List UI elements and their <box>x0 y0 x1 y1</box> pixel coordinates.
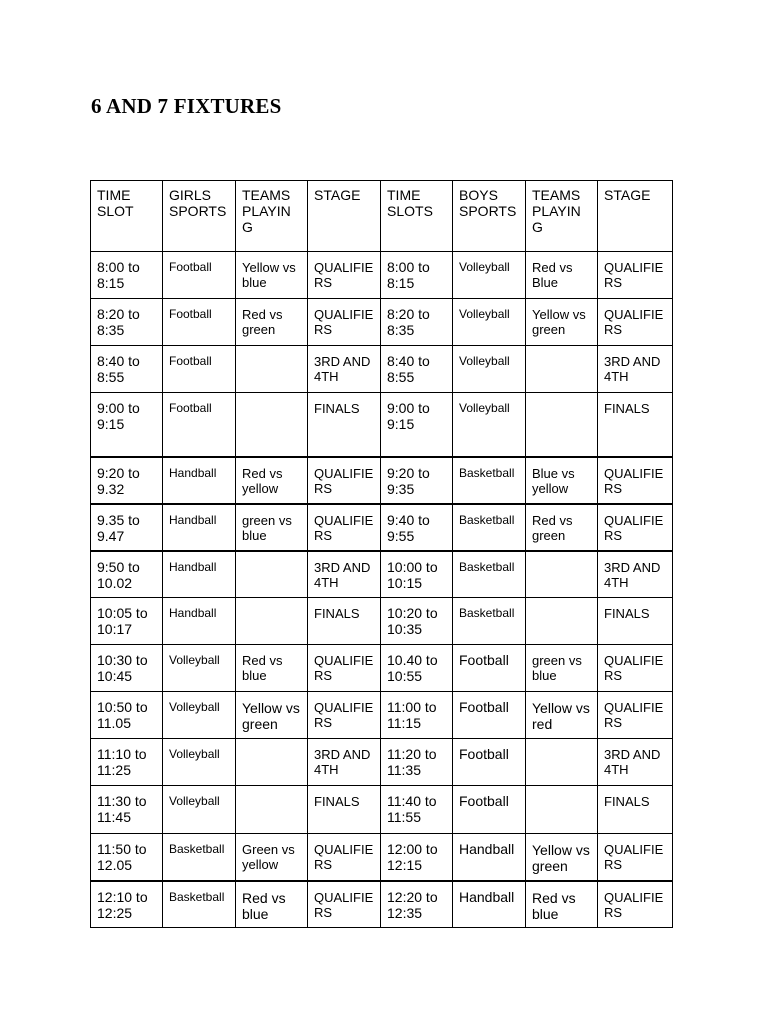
table-row <box>91 299 673 346</box>
table-row <box>91 504 673 551</box>
boys-stage-cell: QUALIFIE RS <box>598 645 673 692</box>
girls-stage-cell: QUALIFIE RS <box>308 645 381 692</box>
girls-stage-cell: QUALIFIE RS <box>308 299 381 346</box>
table-row <box>91 645 673 692</box>
header-teams-playing: TEAMS PLAYING <box>236 181 308 252</box>
girls-sport-cell: Volleyball <box>163 692 236 739</box>
boys-time-cell: 11:40 to 11:55 <box>381 786 453 834</box>
boys-time-cell: 8:40 to 8:55 <box>381 346 453 393</box>
girls-time-cell: 8:40 to 8:55 <box>91 346 163 393</box>
boys-sport-cell: Volleyball <box>453 393 526 457</box>
girls-time-cell: 12:10 to 12:25 <box>91 881 163 928</box>
girls-stage-cell: QUALIFIE RS <box>308 504 381 551</box>
girls-time-cell: 8:00 to 8:15 <box>91 252 163 299</box>
boys-stage-cell: QUALIFIE RS <box>598 881 673 928</box>
boys-time-cell: 10:20 to 10:35 <box>381 598 453 645</box>
girls-teams-cell <box>236 551 308 598</box>
girls-time-cell: 11:30 to 11:45 <box>91 786 163 834</box>
boys-time-cell: 8:20 to 8:35 <box>381 299 453 346</box>
table-row <box>91 346 673 393</box>
boys-teams-cell <box>526 598 598 645</box>
girls-time-cell: 9:20 to 9.32 <box>91 457 163 504</box>
boys-sport-cell: Basketball <box>453 457 526 504</box>
header-time-slots: TIME SLOTS <box>381 181 453 252</box>
boys-teams-cell: Blue vs yellow <box>526 457 598 504</box>
boys-stage-cell: FINALS <box>598 393 673 457</box>
boys-time-cell: 10:00 to 10:15 <box>381 551 453 598</box>
girls-stage-cell: QUALIFIE RS <box>308 457 381 504</box>
boys-sport-cell: Volleyball <box>453 299 526 346</box>
table-row <box>91 692 673 739</box>
girls-sport-cell: Football <box>163 299 236 346</box>
boys-stage-cell: QUALIFIE RS <box>598 692 673 739</box>
boys-sport-cell: Basketball <box>453 551 526 598</box>
header-girls-sports: GIRLS SPORTS <box>163 181 236 252</box>
girls-teams-cell: Red vs green <box>236 299 308 346</box>
girls-time-cell: 9:50 to 10.02 <box>91 551 163 598</box>
table-row <box>91 598 673 645</box>
girls-stage-cell: 3RD AND 4TH <box>308 739 381 786</box>
boys-time-cell: 9:20 to 9:35 <box>381 457 453 504</box>
girls-stage-cell: 3RD AND 4TH <box>308 551 381 598</box>
boys-sport-cell: Football <box>453 739 526 786</box>
girls-teams-cell <box>236 739 308 786</box>
girls-sport-cell: Volleyball <box>163 645 236 692</box>
girls-teams-cell: Red vs blue <box>236 881 308 928</box>
girls-stage-cell: 3RD AND 4TH <box>308 346 381 393</box>
boys-time-cell: 12:20 to 12:35 <box>381 881 453 928</box>
boys-stage-cell: FINALS <box>598 598 673 645</box>
boys-stage-cell: QUALIFIE RS <box>598 252 673 299</box>
girls-stage-cell: FINALS <box>308 393 381 457</box>
table-row <box>91 786 673 834</box>
girls-stage-cell: QUALIFIE RS <box>308 692 381 739</box>
girls-sport-cell: Basketball <box>163 881 236 928</box>
boys-teams-cell: Red vs green <box>526 504 598 551</box>
boys-time-cell: 12:00 to 12:15 <box>381 834 453 881</box>
boys-stage-cell: 3RD AND 4TH <box>598 551 673 598</box>
girls-teams-cell <box>236 393 308 457</box>
boys-sport-cell: Football <box>453 692 526 739</box>
boys-teams-cell <box>526 393 598 457</box>
boys-stage-cell: QUALIFIE RS <box>598 504 673 551</box>
header-teams-playing-boys: TEAMS PLAYIN G <box>526 181 598 252</box>
girls-sport-cell: Volleyball <box>163 786 236 834</box>
girls-time-cell: 11:10 to 11:25 <box>91 739 163 786</box>
boys-time-cell: 10.40 to 10:55 <box>381 645 453 692</box>
girls-teams-cell: Yellow vs blue <box>236 252 308 299</box>
boys-time-cell: 9:40 to 9:55 <box>381 504 453 551</box>
boys-time-cell: 8:00 to 8:15 <box>381 252 453 299</box>
boys-sport-cell: Handball <box>453 881 526 928</box>
girls-stage-cell: FINALS <box>308 598 381 645</box>
girls-stage-cell: QUALIFIE RS <box>308 252 381 299</box>
girls-sport-cell: Football <box>163 393 236 457</box>
girls-time-cell: 10:05 to 10:17 <box>91 598 163 645</box>
girls-time-cell: 9:00 to 9:15 <box>91 393 163 457</box>
girls-time-cell: 10:30 to 10:45 <box>91 645 163 692</box>
boys-stage-cell: 3RD AND 4TH <box>598 739 673 786</box>
boys-sport-cell: Basketball <box>453 504 526 551</box>
girls-sport-cell: Handball <box>163 598 236 645</box>
boys-teams-cell: Yellow vs red <box>526 692 598 739</box>
fixtures-table <box>90 180 673 928</box>
boys-sport-cell: Volleyball <box>453 252 526 299</box>
boys-sport-cell: Football <box>453 786 526 834</box>
girls-stage-cell: FINALS <box>308 786 381 834</box>
girls-teams-cell <box>236 346 308 393</box>
boys-sport-cell: Football <box>453 645 526 692</box>
boys-time-cell: 9:00 to 9:15 <box>381 393 453 457</box>
boys-teams-cell: Red vs Blue <box>526 252 598 299</box>
page-title: 6 AND 7 FIXTURES <box>91 94 282 118</box>
boys-sport-cell: Handball <box>453 834 526 881</box>
girls-teams-cell <box>236 598 308 645</box>
boys-stage-cell: FINALS <box>598 786 673 834</box>
girls-sport-cell: Handball <box>163 504 236 551</box>
boys-teams-cell <box>526 739 598 786</box>
girls-time-cell: 10:50 to 11.05 <box>91 692 163 739</box>
header-row <box>91 181 673 252</box>
girls-sport-cell: Handball <box>163 551 236 598</box>
table-row <box>91 252 673 299</box>
table-row <box>91 393 673 457</box>
girls-stage-cell: QUALIFIE RS <box>308 834 381 881</box>
girls-teams-cell <box>236 786 308 834</box>
boys-teams-cell: Yellow vs green <box>526 299 598 346</box>
boys-stage-cell: QUALIFIE RS <box>598 457 673 504</box>
header-stage: STAGE <box>308 181 381 252</box>
header-boys-sports: BOYS SPORTS <box>453 181 526 252</box>
boys-teams-cell: green vs blue <box>526 645 598 692</box>
boys-teams-cell: Red vs blue <box>526 881 598 928</box>
boys-time-cell: 11:20 to 11:35 <box>381 739 453 786</box>
girls-sport-cell: Volleyball <box>163 739 236 786</box>
girls-time-cell: 11:50 to 12.05 <box>91 834 163 881</box>
girls-sport-cell: Handball <box>163 457 236 504</box>
boys-teams-cell <box>526 786 598 834</box>
boys-stage-cell: 3RD AND 4TH <box>598 346 673 393</box>
girls-sport-cell: Football <box>163 252 236 299</box>
boys-sport-cell: Volleyball <box>453 346 526 393</box>
boys-sport-cell: Basketball <box>453 598 526 645</box>
girls-sport-cell: Basketball <box>163 834 236 881</box>
table-row <box>91 551 673 598</box>
table-row <box>91 457 673 504</box>
girls-sport-cell: Football <box>163 346 236 393</box>
girls-time-cell: 8:20 to 8:35 <box>91 299 163 346</box>
boys-stage-cell: QUALIFIE RS <box>598 299 673 346</box>
boys-time-cell: 11:00 to 11:15 <box>381 692 453 739</box>
header-stage-boys: STAGE <box>598 181 673 252</box>
girls-time-cell: 9.35 to 9.47 <box>91 504 163 551</box>
girls-teams-cell: Red vs yellow <box>236 457 308 504</box>
boys-stage-cell: QUALIFIE RS <box>598 834 673 881</box>
header-time-slot: TIME SLOT <box>91 181 163 252</box>
boys-teams-cell: Yellow vs green <box>526 834 598 881</box>
girls-teams-cell: Green vs yellow <box>236 834 308 881</box>
boys-teams-cell <box>526 346 598 393</box>
table-row <box>91 881 673 928</box>
table-row <box>91 739 673 786</box>
girls-teams-cell: green vs blue <box>236 504 308 551</box>
table-row <box>91 834 673 881</box>
boys-teams-cell <box>526 551 598 598</box>
girls-teams-cell: Red vs blue <box>236 645 308 692</box>
girls-teams-cell: Yellow vs green <box>236 692 308 739</box>
girls-stage-cell: QUALIFIE RS <box>308 881 381 928</box>
